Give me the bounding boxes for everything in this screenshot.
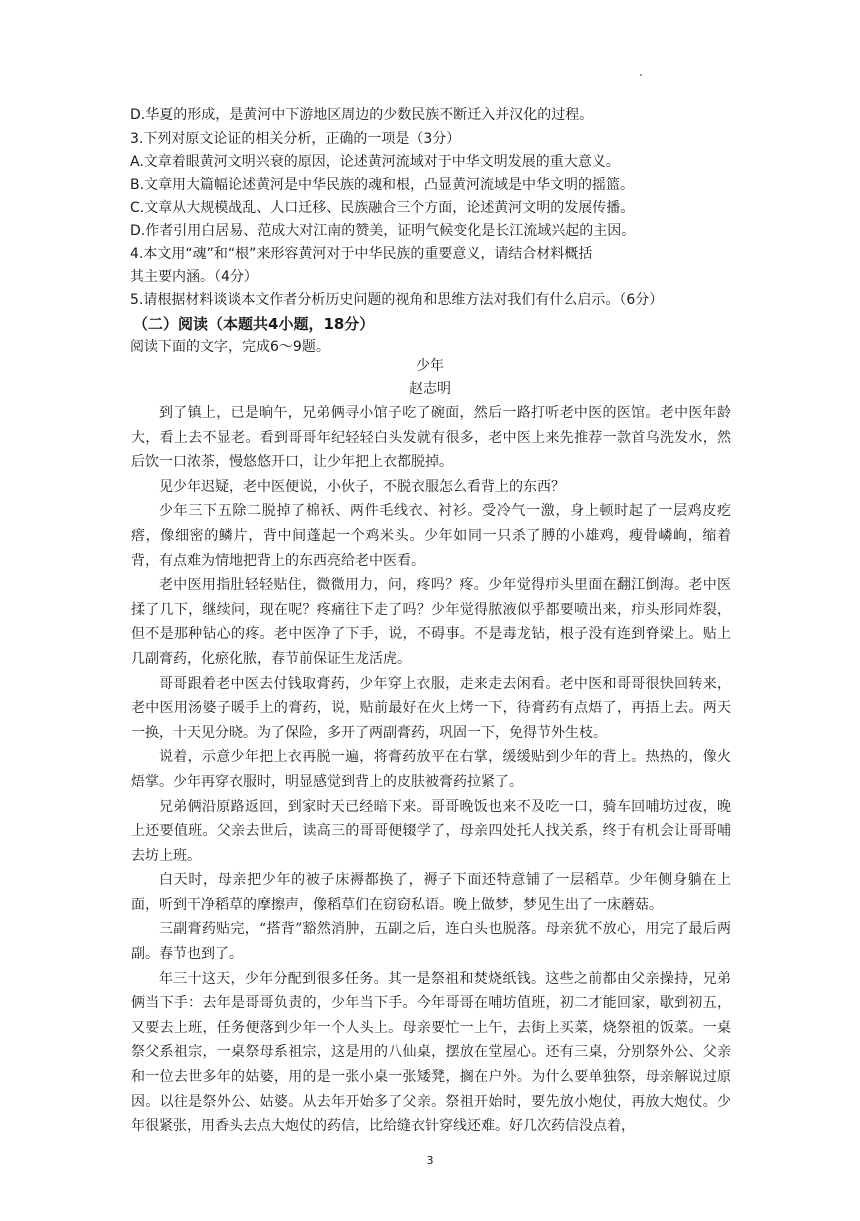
story-paragraph: 三副膏药贴完，“搭背”豁然消肿，五副之后，连白头也脱落。母亲犹不放心，用完了最后两副。春节也到了。 — [131, 921, 731, 963]
question-3-option-d: D.作者引用白居易、范成大对江南的赞美，证明气候变化是长江流域兴起的主因。 — [130, 223, 636, 239]
question-3-option-c: C.文章从大规模战乱、人口迁移、民族融合三个方面，论述黄河文明的发展传播。 — [130, 200, 635, 216]
story-paragraph: 年三十这天，少年分配到很多任务。其一是祭祖和焚烧纸钱。这些之前都由父亲操持，兄弟俩当下手：去年是哥哥负责的，少年当下手。今年哥哥在哺坊值班，初二才能回家，歇到初五，又要去上班，任务便落到少年一个人头上。母亲要忙一上午，去街上买菜，烧祭祖的饭菜。一桌祭父系祖宗，一桌祭母系祖宗，这是用的八仙桌，摆放在堂屋心。还有三桌，分别祭外公、父亲和一位去世多年的姑婆，用的是一张小桌一张矮凳，搁在户外。为什么要单独祭，母亲解说过原因。以往是祭外公、姑婆。从去年开始多了父亲。祭祖开始时，要先放小炮仗，再放大炮仗。少年很紧张，用香头去点大炮仗的药信，比给缝衣针穿线还难。好几次药信没点着， — [131, 970, 731, 1135]
scan-speck — [640, 74, 642, 76]
story-paragraph: 说着，示意少年把上衣再脱一遍，将膏药放平在右掌，缓缓贴到少年的背上。热热的，像火焐掌。少年再穿衣服时，明显感觉到背上的皮肤被膏药拉紧了。 — [131, 749, 731, 790]
section-title: （二）阅读（本题共4小题，18分） — [133, 315, 375, 333]
page-number: 3 — [426, 1154, 434, 1167]
story-paragraph: 少年三下五除二脱掉了棉袄、两件毛线衣、衬衫。受冷气一激，身上顿时起了一层鸡皮疙瘩，像细密的鳞片，背中间蓬起一个鸡米头。少年如同一只杀了膊的小雄鸡，瘦骨嶙峋，缩着背，有点难为情地把背上的东西亮给老中医看。 — [131, 503, 731, 569]
question-3-option-a: A.文章着眼黄河文明兴衰的原因，论述黄河流域对于中华文明发展的重大意义。 — [130, 154, 620, 170]
question-4-line-2: 其主要内涵。（4分） — [130, 269, 258, 285]
question-4-line-1: 4.本文用“魂”和“根”来形容黄河对于中华民族的重要意义，请结合材料概括 — [130, 246, 593, 262]
story-paragraph: 哥哥跟着老中医去付钱取膏药，少年穿上衣服，走来走去闲看。老中医和哥哥很快回转来，老中医用汤婆子暖手上的膏药，说，贴前最好在火上烤一下，待膏药有点焐了，再捂上去。两天一换，十天见分晓。为了保险，多开了两副膏药，巩固一下，免得节外生枝。 — [131, 675, 731, 741]
section-instruction: 阅读下面的文字，完成6～9题。 — [130, 339, 330, 355]
question-3-option-b: B.文章用大篇幅论述黄河是中华民族的魂和根，凸显黄河流域是中华文明的摇篮。 — [130, 177, 635, 193]
question-5: 5.请根据材料谈谈本文作者分析历史问题的视角和思维方法对我们有什么启示。（6分） — [130, 292, 664, 308]
story-author: 赵志明 — [409, 381, 451, 397]
story-paragraph: 兄弟俩沿原路返回，到家时天已经暗下来。哥哥晚饭也来不及吃一口，骑车回哺坊过夜，晚上还要值班。父亲去世后，读高三的哥哥便辍学了，母亲四处托人找关系，终于有机会让哥哥哺去坊上班。 — [131, 798, 731, 864]
story-paragraph: 见少年迟疑，老中医便说，小伙子，不脱衣服怎么看背上的东西？ — [159, 478, 565, 495]
story-paragraph: 白天时，母亲把少年的被子床褥都换了，褥子下面还特意铺了一层稻草。少年侧身躺在上面，听到干净稻草的摩擦声，像稻草们在窃窃私语。晚上做梦，梦见生出了一床蘑菇。 — [131, 872, 731, 913]
question-3-stem: 3.下列对原文论证的相关分析，正确的一项是（3分） — [130, 131, 461, 147]
story-paragraph: 老中医用指肚轻轻贴住，微微用力，问，疼吗？疼。少年觉得疖头里面在翻江倒海。老中医揉了几下，继续问，现在呢？疼痛往下走了吗？少年觉得脓液似乎都要喷出来，疖头形同炸裂，但不是那种钻心的疼。老中医净了下手，说，不碍事。不是毒龙钻，根子没有连到脊梁上。贴上几副膏药，化瘀化脓，春节前保证生龙活虎。 — [131, 577, 731, 667]
story-paragraph: 到了镇上，已是晌午，兄弟俩寻小馆子吃了碗面，然后一路打听老中医的医馆。老中医年龄大，看上去不显老。看到哥哥年纪轻轻白头发就有很多，老中医上来先推荐一款首乌洗发水，然后饮一口浓茶，慢悠悠开口，让少年把上衣都脱掉。 — [131, 405, 731, 471]
story-body — [131, 401, 731, 1139]
question-2-option-d: D.华夏的形成，是黄河中下游地区周边的少数民族不断迁入并汉化的过程。 — [130, 107, 594, 123]
story-title: 少年 — [416, 358, 444, 374]
